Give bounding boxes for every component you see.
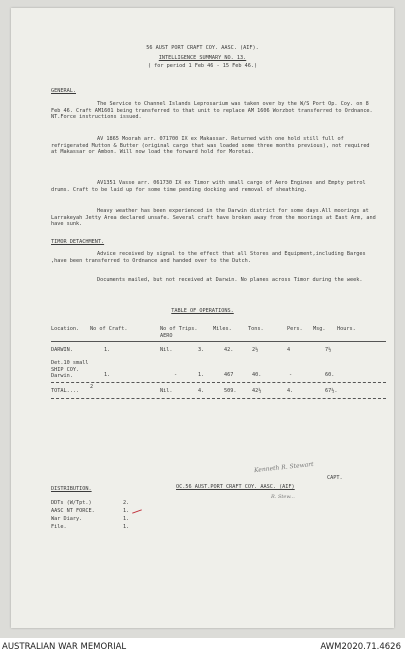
distribution-label: DDTs (W/Tpt.) <box>51 500 92 506</box>
col-header-miles: Miles. <box>213 326 232 332</box>
distribution-qty: 1. <box>123 508 130 514</box>
cell-location: TOTAL.... <box>51 388 80 394</box>
col-header-hours: Hours. <box>337 326 356 332</box>
signature-scrawl: Kenneth R. Stewart <box>253 460 314 475</box>
cell-trips: Nil. <box>160 388 173 394</box>
cell-tons: 42. <box>224 347 234 353</box>
general-paragraph-2: AV 1865 Moorah arr. 071700 IX ex Makassar. Returned with one hold still full of refrigerated Mutton & Butter (original cargo that was loaded some three months previous), not required at Makassar or Ambon. Will now load the forward hold for Morotai. <box>51 136 370 156</box>
table-total-rule <box>51 382 386 383</box>
cell-trips: - <box>174 372 178 378</box>
cell-tons: 509. <box>224 388 237 394</box>
cell-craft: 1. <box>104 372 111 378</box>
cell-msg: 4. <box>287 388 294 394</box>
cell-miles: 4. <box>198 388 205 394</box>
distribution-qty: 1. <box>123 524 130 530</box>
signature-scrawl-2: R. Stew... <box>271 494 295 500</box>
cell-trips: Nil. <box>160 347 173 353</box>
distribution-label: File. <box>51 524 67 530</box>
unit-header: 56 AUST PORT CRAFT COY. AASC. (AIF). <box>146 45 259 51</box>
document-page <box>11 8 394 628</box>
col-header-location: Location. <box>51 326 80 332</box>
col-header-msg: Msg. <box>313 326 326 332</box>
general-heading: GENERAL. <box>51 88 76 94</box>
archive-reference: AWM2020.71.4626 <box>320 642 401 652</box>
cell-hours: 60. <box>325 372 335 378</box>
summary-period: ( for period 1 Feb 46 - 15 Feb 46.) <box>147 63 258 69</box>
signature-title: OC.56 AUST.PORT CRAFT COY. AASC. (AIF) <box>176 484 295 490</box>
cell-craft: 2 <box>90 384 94 390</box>
distribution-label: War Diary. <box>51 516 83 522</box>
distribution-qty: 1. <box>123 516 130 522</box>
cell-hours: 67½. <box>325 388 338 394</box>
table-title: TABLE OF OPERATIONS. <box>171 308 234 314</box>
cell-msg: 4 <box>287 347 291 353</box>
cell-hours: 7½ <box>325 347 332 353</box>
table-bottom-rule <box>51 398 386 399</box>
col-header-tons: Tons. <box>248 326 264 332</box>
cell-location: Det.10 small SHIP COY. Darwin. <box>51 360 89 380</box>
general-paragraph-3: AV1351 Vasse arr. 061730 IX ex Timor with small cargo of Aero Engines and Empty petrol drums. Craft to be laid up for some time pending docking and removal of sheathing. <box>51 180 366 193</box>
cell-craft: 1. <box>104 347 111 353</box>
cell-miles: 3. <box>198 347 205 353</box>
timor-paragraph-2: Documents mailed, but not received at Darwin. No planes across Timor during the week. <box>97 277 363 283</box>
cell-miles: 1. <box>198 372 205 378</box>
cell-pers: 2½ <box>252 347 259 353</box>
cell-tons: 467 <box>224 372 234 378</box>
red-tick-mark <box>132 509 142 513</box>
summary-title: INTELLIGENCE SUMMARY NO. 13. <box>158 55 247 61</box>
cell-pers: 40. <box>252 372 262 378</box>
archive-name: AUSTRALIAN WAR MEMORIAL <box>2 642 127 652</box>
signature-rank: CAPT. <box>327 475 343 481</box>
distribution-heading: DISTRIBUTION. <box>51 486 92 492</box>
col-header-trips: No of Trips. <box>160 326 198 332</box>
table-header-rule <box>51 341 386 342</box>
general-paragraph-1: The Service to Channel Islands Leprosarium was taken over by the W/S Port Op. Coy. on 8 Feb 46. Craft AM1601 being transferred to that unit to replace AM 1606 Worzbot transferred to Ordnance. NT.Force instructions issued. <box>51 101 373 121</box>
timor-paragraph-1: Advice received by signal to the effect that all Stores and Equipment,including Barges ,have been transferred to Ordnance and handed over to the Dutch. <box>51 251 366 264</box>
timor-heading: TIMOR DETACHMENT. <box>51 239 105 245</box>
distribution-qty: 2. <box>123 500 130 506</box>
col-subheader-aero: AERO <box>160 333 173 339</box>
archive-footer <box>0 638 405 653</box>
col-header-craft: No of Craft. <box>90 326 128 332</box>
col-header-pers: Pers. <box>287 326 303 332</box>
cell-msg: - <box>289 372 293 378</box>
distribution-label: AASC NT FORCE. <box>51 508 95 514</box>
cell-location: DARWIN. <box>51 347 73 353</box>
cell-pers: 42½ <box>252 388 262 394</box>
general-paragraph-4: Heavy weather has been experienced in the Darwin district for some days.All moorings at Larrakeyah Jetty Area declared unsafe. Several craft have broken away from the moorings at East Arm, and have sunk. <box>51 208 376 228</box>
